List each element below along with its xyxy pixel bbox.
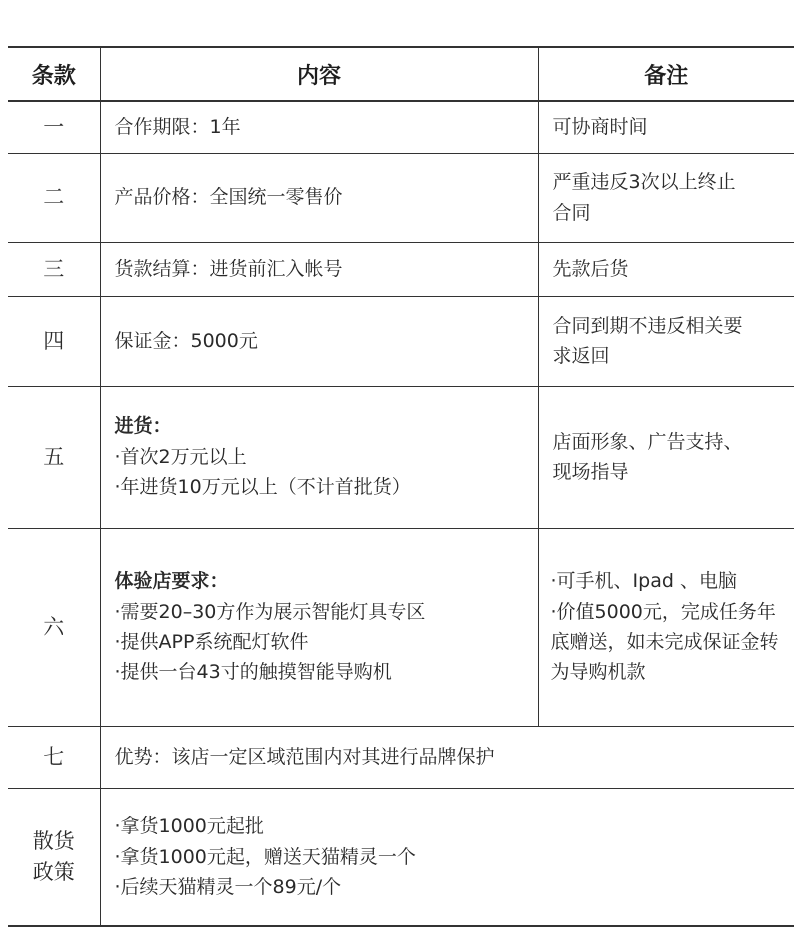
clause-note — [538, 296, 794, 386]
clause-number-line: 政策 — [32, 859, 75, 884]
clause-content: 产品价格：全国统一零售价 — [100, 153, 538, 242]
clause-note — [538, 386, 794, 528]
content-line: ·年进货10万元以上（不计首批货） — [114, 476, 411, 499]
clause-content: 优势：该店一定区域范围内对其进行品牌保护 — [100, 726, 794, 788]
table-row — [8, 242, 794, 296]
note-line: ·可手机、Ipad 、电脑 — [550, 570, 737, 593]
note-line: ·价值5000元，完成任务年底赠送，如未完成保证金转为导购机款 — [550, 600, 779, 684]
content-line: ·拿货1000元起，赠送天猫精灵一个 — [114, 845, 416, 868]
content-line: ·拿货1000元起批 — [114, 815, 264, 838]
content-line: ·提供APP系统配灯软件 — [114, 631, 309, 653]
clause-content: 货款结算：进货前汇入帐号 — [100, 242, 538, 296]
clause-number: 六 — [8, 528, 100, 726]
clause-number: 五 — [8, 386, 100, 528]
clause-content — [100, 386, 538, 528]
clause-number: 七 — [8, 726, 100, 788]
content-line: ·提供一台43寸的触摸智能导购机 — [114, 661, 392, 684]
clause-note — [538, 153, 794, 242]
content-title: 体验店要求： — [114, 570, 229, 593]
table-row — [8, 386, 794, 528]
clause-note: 可协商时间 — [538, 101, 794, 153]
header-note: 备注 — [538, 47, 794, 101]
clause-number: 四 — [8, 296, 100, 386]
table-header-row — [8, 47, 794, 101]
clause-content: 合作期限：1年 — [100, 101, 538, 153]
table-row — [8, 101, 794, 153]
clause-number — [8, 788, 100, 926]
clause-number: 三 — [8, 242, 100, 296]
content-title: 进货： — [114, 415, 172, 438]
content-line: ·后续天猫精灵一个89元/个 — [114, 875, 342, 898]
table-row — [8, 726, 794, 788]
header-clause: 条款 — [8, 47, 100, 101]
clause-number: 二 — [8, 153, 100, 242]
terms-table — [8, 46, 794, 927]
header-content: 内容 — [100, 47, 538, 101]
note-text: 严重违反3次以上终止合同 — [552, 171, 736, 224]
clause-content: 保证金：5000元 — [100, 296, 538, 386]
clause-note: 先款后货 — [538, 242, 794, 296]
clause-content — [100, 528, 538, 726]
note-text: 合同到期不违反相关要求返回 — [552, 314, 743, 367]
table-row — [8, 153, 794, 242]
table-row — [8, 296, 794, 386]
table-row — [8, 788, 794, 926]
table-row — [8, 528, 794, 726]
note-text: 店面形象、广告支持、现场指导 — [552, 430, 743, 483]
clause-content — [100, 788, 794, 926]
clause-number: 一 — [8, 101, 100, 153]
content-line: ·首次2万元以上 — [114, 445, 247, 468]
content-line: ·需要20–30方作为展示智能灯具专区 — [114, 600, 426, 623]
clause-number-line: 散货 — [32, 829, 75, 854]
clause-note — [538, 528, 794, 726]
